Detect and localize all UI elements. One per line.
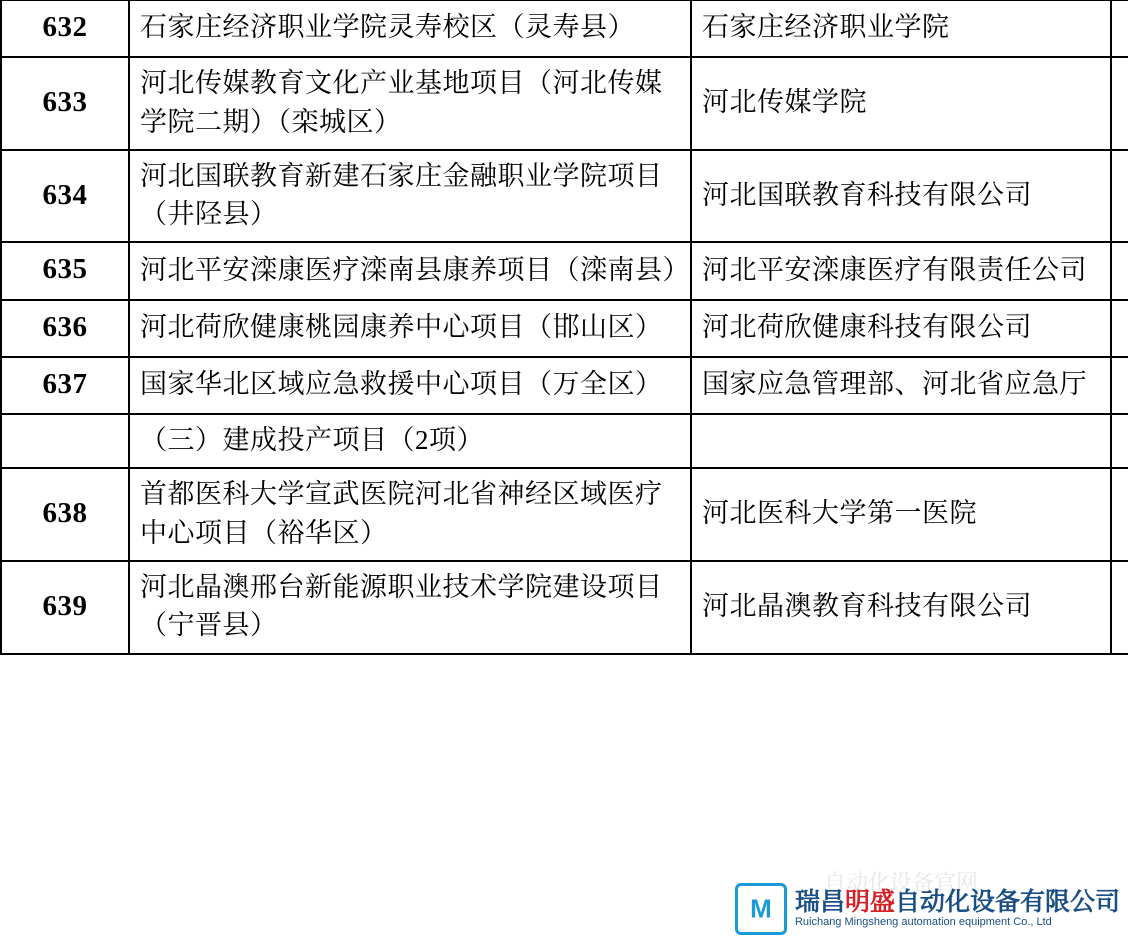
row-number: 636 (1, 300, 129, 357)
construction-unit: 河北传媒学院 (691, 57, 1111, 150)
construction-unit: 河北医科大学第一医院 (691, 468, 1111, 561)
construction-unit: 河北国联教育科技有限公司 (691, 150, 1111, 243)
row-number: 634 (1, 150, 129, 243)
row-number (1, 414, 129, 468)
table-body (1, 0, 1128, 654)
project-name: 首都医科大学宣武医院河北省神经区域医疗中心项目（裕华区） (129, 468, 691, 561)
table-row (1, 357, 1128, 414)
table-row (1, 150, 1128, 243)
project-name: 石家庄经济职业学院灵寿校区（灵寿县） (129, 0, 691, 57)
table-row (1, 242, 1128, 299)
project-name: 河北国联教育新建石家庄金融职业学院项目（井陉县） (129, 150, 691, 243)
construction-unit: 石家庄经济职业学院 (691, 0, 1111, 57)
row-edge-cell (1111, 357, 1128, 414)
row-number: 635 (1, 242, 129, 299)
table-row (1, 300, 1128, 357)
row-edge-cell (1111, 57, 1128, 150)
section-title: （三）建成投产项目（2项） (129, 414, 691, 468)
table-row (1, 561, 1128, 654)
watermark-brand-prefix: 瑞昌 (794, 888, 845, 917)
watermark-brand-accent: 明盛 (844, 888, 895, 917)
row-edge-cell (1111, 150, 1128, 243)
row-number: 633 (1, 57, 129, 150)
row-edge-cell (1111, 468, 1128, 561)
construction-unit: 河北平安滦康医疗有限责任公司 (691, 242, 1111, 299)
project-name: 河北荷欣健康桃园康养中心项目（邯山区） (129, 300, 691, 357)
row-edge-cell (1111, 242, 1128, 299)
row-number: 638 (1, 468, 129, 561)
table-row (1, 468, 1128, 561)
watermark (735, 883, 1120, 935)
watermark-brand (795, 889, 1120, 915)
row-edge-cell (1111, 0, 1128, 57)
row-number: 637 (1, 357, 129, 414)
construction-unit: 河北晶澳教育科技有限公司 (691, 561, 1111, 654)
construction-unit (691, 414, 1111, 468)
table-row (1, 57, 1128, 150)
watermark-text (795, 889, 1120, 929)
project-name: 河北传媒教育文化产业基地项目（河北传媒学院二期）（栾城区） (129, 57, 691, 150)
ghost-watermark-text: 自动化设备官网 (823, 870, 978, 895)
watermark-brand-en: Ruichang Mingsheng automation equipment Co., Ltd (794, 916, 1052, 929)
construction-unit: 河北荷欣健康科技有限公司 (691, 300, 1111, 357)
project-name: 河北平安滦康医疗滦南县康养项目（滦南县） (129, 242, 691, 299)
row-number: 639 (1, 561, 129, 654)
project-name: 国家华北区域应急救援中心项目（万全区） (129, 357, 691, 414)
construction-unit: 国家应急管理部、河北省应急厅 (691, 357, 1111, 414)
row-edge-cell (1111, 414, 1128, 468)
ms-logo-icon (735, 883, 787, 935)
watermark-brand-suffix: 自动化设备有限公司 (894, 888, 1120, 917)
row-number: 632 (1, 0, 129, 57)
project-name: 河北晶澳邢台新能源职业技术学院建设项目（宁晋县） (129, 561, 691, 654)
table-section-row (1, 414, 1128, 468)
row-edge-cell (1111, 300, 1128, 357)
row-edge-cell (1111, 561, 1128, 654)
table-row (1, 0, 1128, 57)
